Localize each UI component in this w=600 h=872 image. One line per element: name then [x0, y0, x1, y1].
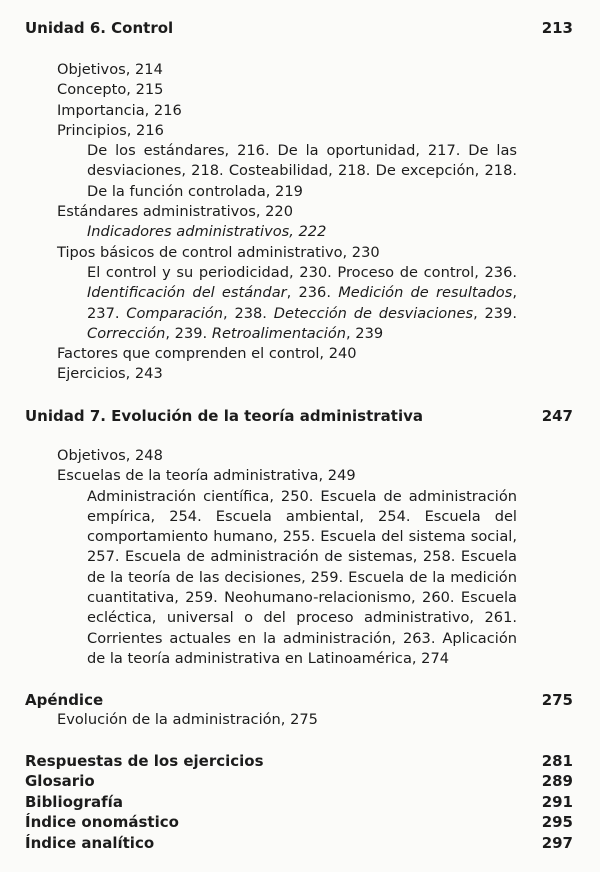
back-matter-label: Glosario [25, 772, 95, 791]
appendix-page: 275 [541, 691, 573, 709]
back-matter-page: 281 [541, 752, 573, 770]
back-matter-label: Índice analítico [25, 833, 155, 852]
unit7-page: 247 [541, 407, 573, 425]
back-matter-page: 289 [541, 772, 573, 791]
back-matter-row [25, 771, 573, 791]
unit7-entries [57, 446, 517, 669]
toc-subentry: Indicadores administrativos, 222 [87, 223, 327, 241]
appendix-title: Apéndice [25, 691, 104, 709]
unit6-title: Unidad 6. Control [25, 19, 174, 37]
back-matter-label: Respuestas de los ejercicios [25, 752, 264, 770]
toc-entry: Importancia, 216 [57, 101, 182, 119]
principles-detail: De los estándares, 216. De la oportunidad, 217. De las desviaciones, 218. Costeabilidad, 218. De excepción, 218. De la función controlada, 219 [87, 142, 517, 200]
back-matter-row [25, 812, 573, 832]
unit6-page: 213 [541, 19, 573, 37]
toc-entry: Tipos básicos de control administrativo, 230 [57, 243, 380, 261]
back-matter-page: 297 [541, 833, 573, 852]
toc-entry: Estándares administrativos, 220 [57, 203, 293, 221]
toc-entry: Ejercicios, 243 [57, 365, 163, 383]
unit7-heading [25, 406, 573, 426]
toc-entry: Escuelas de la teoría administrativa, 249 [57, 467, 356, 485]
back-matter-row [25, 833, 573, 853]
unit6-entries [57, 60, 517, 385]
unit6-heading [25, 18, 573, 38]
schools-detail: Administración científica, 250. Escuela de administración empírica, 254. Escuela ambiental, 254. Escuela del comportamiento humano, 255. Escuela del sistema social, 257. Escuela de administración de sistemas, 258. Escuela de la teoría de las decisiones, 259. Escuela de la medición cuantitativa, 259. Neohumano-relacionismo, 260. Escuela ecléctica, universal o del proceso administrativo, 261. Corrientes actuales en la administración, 263. Aplicación de la teoría administrativa en Latinoamérica, 274 [87, 487, 517, 667]
toc-entry: Objetivos, 214 [57, 61, 163, 78]
back-matter-row [25, 792, 573, 812]
appendix-entry: Evolución de la administración, 275 [57, 711, 318, 728]
back-matter-label: Índice onomástico [25, 813, 179, 832]
back-matter-row [25, 751, 573, 771]
back-matter-page: 295 [541, 813, 573, 832]
appendix-heading [25, 690, 573, 710]
unit7-title: Unidad 7. Evolución de la teoría administrativa [25, 407, 423, 425]
back-matter [25, 751, 573, 853]
back-matter-page: 291 [541, 792, 573, 811]
toc-entry: Factores que comprenden el control, 240 [57, 345, 357, 363]
back-matter-label: Bibliografía [25, 792, 123, 811]
toc-entry: Objetivos, 248 [57, 447, 163, 464]
toc-entry: Concepto, 215 [57, 81, 164, 99]
types-detail: El control y su periodicidad, 230. Proceso de control, 236. Identificación del estándar, 236. Medición de resultados, 237. Comparación, 238. Detección de desviaciones, 239. Corrección, 239. Retroalimentación, 239 [87, 263, 517, 342]
toc-entry: Principios, 216 [57, 121, 164, 139]
